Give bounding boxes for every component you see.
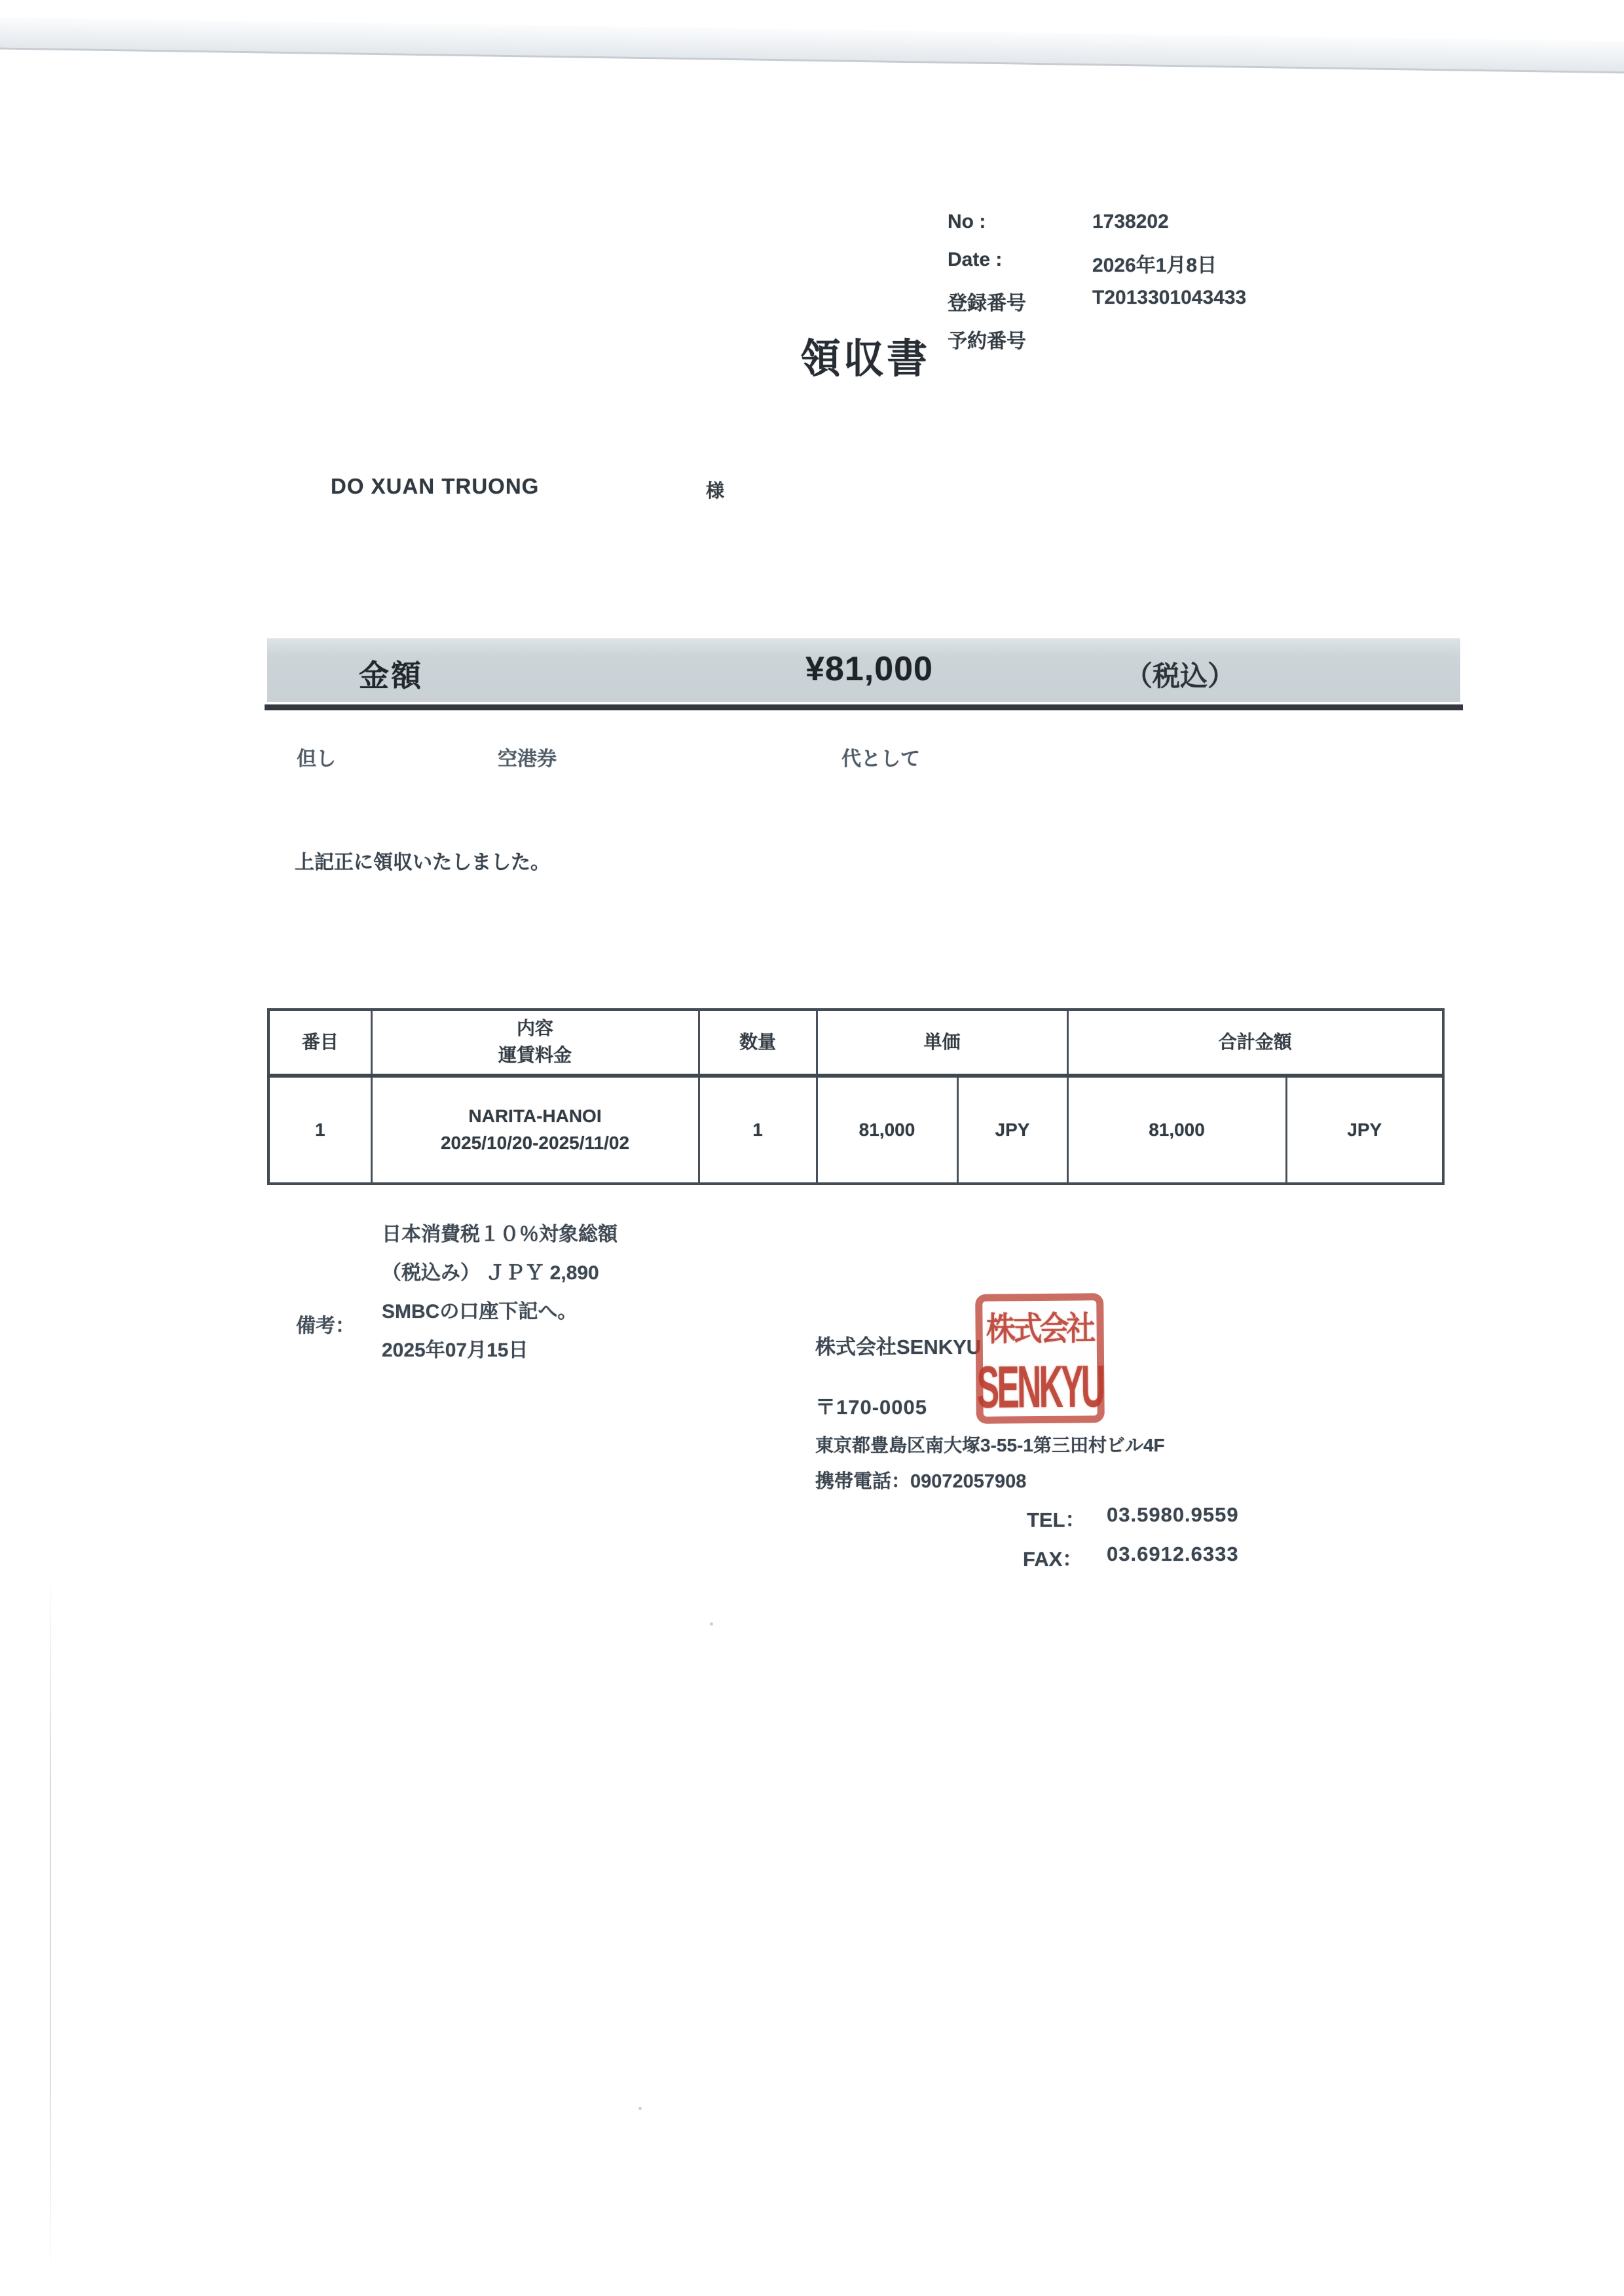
company-seal-top-text: 株式会社: [986, 1310, 1094, 1349]
scan-speck: [638, 2107, 642, 2110]
cell-no: 1: [268, 1076, 371, 1184]
cell-qty: 1: [699, 1076, 817, 1184]
company-seal-main-text: SENKYU: [976, 1352, 1104, 1421]
recipient-name: DO XUAN TRUONG: [331, 474, 540, 498]
scan-speck: [710, 1622, 713, 1626]
scan-artifact-band: [0, 17, 1624, 74]
receipt-statement: 上記正に領収いたしました。: [295, 852, 550, 873]
cell-description-line2: 2025/10/20-2025/11/02: [440, 1133, 630, 1153]
header-description-line2: 運賃料金: [498, 1045, 572, 1065]
proviso-label: 但し: [297, 748, 336, 770]
meta-booking-label: 予約番号: [948, 331, 1026, 352]
remark-line-3: SMBCの口座下記へ。: [382, 1301, 578, 1322]
proviso-item: 空港券: [498, 748, 557, 770]
items-table: [267, 1008, 1445, 1185]
amount-label: 金額: [359, 659, 423, 693]
company-tel-number: 03.5980.9559: [1107, 1503, 1239, 1526]
header-total: 合計金額: [1067, 1010, 1443, 1076]
recipient-honorific: 様: [706, 481, 725, 501]
cell-description: [371, 1076, 699, 1184]
company-name: 株式会社SENKYU: [815, 1336, 982, 1358]
company-tel-label: TEL：: [1027, 1508, 1086, 1531]
company-fax-number: 03.6912.6333: [1107, 1542, 1239, 1565]
amount-underline: [265, 704, 1463, 710]
header-description: [371, 1010, 699, 1076]
header-qty: 数量: [699, 1010, 817, 1076]
meta-date-label: Date :: [948, 249, 1003, 270]
amount-value: ¥81,000: [805, 650, 933, 688]
page-title: 領収書: [800, 337, 931, 382]
header-description-line1: 内容: [516, 1018, 553, 1039]
remark-line-1: 日本消費税１０％対象総額: [382, 1224, 618, 1245]
header-no: 番目: [268, 1010, 371, 1076]
remark-line-4: 2025年07月15日: [382, 1339, 528, 1361]
cell-total-currency: JPY: [1286, 1076, 1443, 1184]
company-mobile-phone: 携帯電話：09072057908: [815, 1471, 1027, 1492]
company-fax-label: FAX：: [1023, 1548, 1083, 1571]
cell-unit-currency: JPY: [957, 1076, 1067, 1184]
remarks-label: 備考：: [296, 1315, 355, 1337]
header-unit-price: 単価: [817, 1010, 1067, 1076]
meta-regno-value: T2013301043433: [1092, 287, 1247, 308]
items-table-row: [268, 1076, 1443, 1184]
cell-total: 81,000: [1067, 1076, 1286, 1184]
amount-tax-note: （税込）: [1125, 661, 1236, 691]
company-postal-code: 〒170-0005: [815, 1396, 928, 1419]
proviso-suffix: 代として: [841, 748, 920, 770]
company-seal-stamp: [975, 1293, 1105, 1424]
items-table-header-row: [268, 1010, 1443, 1076]
cell-unit-price: 81,000: [817, 1076, 957, 1184]
meta-no-value: 1738202: [1092, 211, 1169, 232]
meta-date-value: 2026年1月8日: [1092, 255, 1217, 276]
meta-no-label: No :: [948, 211, 986, 232]
scan-artifact-line: [50, 1565, 51, 2278]
meta-regno-label: 登録番号: [948, 293, 1026, 314]
cell-description-line1: NARITA-HANOI: [468, 1106, 602, 1127]
company-address: 東京都豊島区南大塚3-55-1第三田村ビル4F: [815, 1435, 1165, 1455]
remark-line-2: （税込み） ＪＰＹ 2,890: [382, 1262, 599, 1284]
